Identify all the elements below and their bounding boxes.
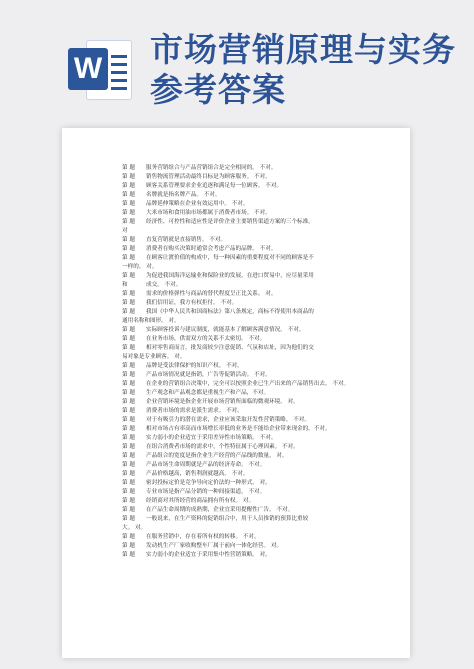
question-number: 和 xyxy=(122,282,128,288)
question-number: 第 题 xyxy=(122,273,135,279)
answer-text: 经销商对其所经营的商品拥有所有权。 对。 xyxy=(146,498,255,504)
document-header xyxy=(0,0,474,120)
answer-row xyxy=(122,488,390,497)
answer-row xyxy=(122,290,390,299)
answer-row xyxy=(122,425,390,434)
answer-row xyxy=(122,191,390,200)
answer-row xyxy=(122,371,390,380)
answer-row xyxy=(122,245,390,254)
answer-row xyxy=(122,506,390,515)
answer-text: 我国《中华人民共和国商标法》第八条规定，商标不得使用本商品的 xyxy=(146,309,314,315)
answer-row xyxy=(122,470,390,479)
answer-text xyxy=(128,227,390,236)
question-number: 大。 对。 xyxy=(122,525,147,531)
answer-row xyxy=(122,452,390,461)
answer-row xyxy=(122,272,390,281)
question-number: 第 题 xyxy=(122,300,135,306)
answer-row xyxy=(122,479,390,488)
question-number: 第 题 xyxy=(122,345,135,351)
answer-text xyxy=(180,317,390,326)
answer-text: 产品价格越高，销售利润就越高。 不对。 xyxy=(146,471,249,477)
question-number: 第 题 xyxy=(122,255,135,261)
answer-text: 我们信用证，我方有权拒付。 不对。 xyxy=(146,300,238,306)
answer-row xyxy=(122,497,390,506)
answer-row xyxy=(122,164,390,173)
answer-text: 发动机生产厂家收购整车厂属于前向一体化经营。 对。 xyxy=(146,543,283,549)
question-number: 第 题 xyxy=(122,165,135,171)
answer-text: 密封投标定价是竞争导向定价法的一种形式。 对。 xyxy=(146,480,271,486)
question-number: 第 题 xyxy=(122,534,135,540)
question-number: 第 题 xyxy=(122,543,135,549)
answer-text: 销售物流管理活动最终目标是为顾客服务。 不对。 xyxy=(146,174,271,180)
question-number: 第 题 xyxy=(122,426,135,432)
question-number: 第 题 xyxy=(122,210,135,216)
answer-row xyxy=(122,362,390,371)
question-number: 第 题 xyxy=(122,183,135,189)
answer-text: 品牌是受法律保护的知识产权。 不对。 xyxy=(146,363,243,369)
answer-row xyxy=(122,344,390,353)
question-number: 第 题 xyxy=(122,408,135,414)
answer-row xyxy=(122,317,390,326)
question-number: 第 题 xyxy=(122,390,135,396)
question-number: 第 题 xyxy=(122,381,135,387)
answer-text: 一般说来，在生产资料的促销组合中，用于人员推销的预算比重较 xyxy=(146,516,309,522)
question-number: 第 题 xyxy=(122,192,135,198)
answer-row xyxy=(122,515,390,524)
question-number: 第 题 xyxy=(122,246,135,252)
answer-text: 经济性、可控性和适应性是评价企业主要销售渠道方案的三个标准。 xyxy=(146,219,314,225)
answer-text: 品牌延伸策略在企业有效运用中。 不对。 xyxy=(146,201,249,207)
answer-row xyxy=(122,434,390,443)
answer-row xyxy=(122,173,390,182)
answer-row xyxy=(122,200,390,209)
word-document-icon xyxy=(66,36,134,104)
answer-row xyxy=(122,551,390,560)
question-number: 第 题 xyxy=(122,309,135,315)
answer-row xyxy=(122,335,390,344)
answer-text: 服务营销组合与产品营销组合是完全相同的。 不对。 xyxy=(146,165,277,171)
answer-text: 在顾客让渡价值的构成中，每一种因素的重要程度对不同的顾客是不 xyxy=(146,255,314,261)
answer-row xyxy=(122,461,390,470)
answer-text: 在服务营销中，存在着所有权的转移。 不对。 xyxy=(146,534,260,540)
question-number: 第 题 xyxy=(122,174,135,180)
question-number: 第 题 xyxy=(122,237,135,243)
answer-text: 成交。 不对。 xyxy=(146,282,182,288)
answer-row xyxy=(122,533,390,542)
question-number: 第 题 xyxy=(122,444,135,450)
answer-text: 在业务市场，供需双方的关系不太密切。 不对。 xyxy=(146,336,266,342)
answer-text: 实际顾客投诉与建议制度，就能基本了解顾客满意情况。 不对。 xyxy=(146,327,305,333)
answer-text: 需求的价格弹性与商品的替代程度呈正比关系。 对。 xyxy=(146,291,277,297)
answer-row xyxy=(122,254,390,263)
answer-text: 相对市场占有率高而市场增长率低的业务是不能给企业带来现金的。不对。 xyxy=(146,426,331,432)
answer-row xyxy=(122,299,390,308)
answer-row xyxy=(122,236,390,245)
answer-text: 顾客关系管理要求企业追逐和满足每一位顾客。 不对。 xyxy=(146,183,283,189)
answer-text: 产品市场生命周期就是产品的经济寿命。 不对。 xyxy=(146,462,266,468)
word-letter-badge: W xyxy=(68,48,108,90)
question-number: 第 题 xyxy=(122,372,135,378)
answer-row xyxy=(122,416,390,425)
answer-text: 实力弱小的企业适宜于采用差异性市场策略。 不对。 xyxy=(146,435,277,441)
answer-list xyxy=(122,164,390,560)
answer-row xyxy=(122,524,390,533)
question-number: 第 题 xyxy=(122,201,135,207)
question-number: 第 题 xyxy=(122,291,135,297)
answer-text: 在产品生命周期的成熟期，企业宜采用提醒性广告。 不对。 xyxy=(146,507,294,513)
answer-row xyxy=(122,398,390,407)
answer-text: 消费者市场的需求是派生需求。 不对。 xyxy=(146,408,243,414)
answer-row xyxy=(122,308,390,317)
answer-row xyxy=(122,389,390,398)
answer-text: 直复营销就是直接销售。 不对。 xyxy=(146,237,227,243)
document-page xyxy=(62,128,410,658)
answer-row xyxy=(122,209,390,218)
question-number: 第 题 xyxy=(122,417,135,423)
answer-text: 在企业的营销组合决策中，完全可以按照企业已生产出来的产品销售出去。 不对。 xyxy=(146,381,350,387)
answer-text xyxy=(146,524,390,533)
answer-text: 生产观念和产品观念都是重视生产和产品，不对。 xyxy=(146,390,270,396)
answer-text: 产品组合的宽度是指企业生产经营的产品线的数量。 对。 xyxy=(146,453,288,459)
question-number: 第 题 xyxy=(122,489,135,495)
answer-row xyxy=(122,353,390,362)
page-title: 市场营销原理与实务参考答案 xyxy=(150,30,456,109)
question-number: 第 题 xyxy=(122,462,135,468)
answer-text: 消费者在购买决策时通常会考虑产品的品牌。 不对。 xyxy=(146,246,277,252)
answer-text: 为促进我国海洋运输业和保险业的发展，在进口贸易中，应尽量采用 xyxy=(146,273,314,279)
answer-row xyxy=(122,407,390,416)
answer-text: 实力弱小的企业适宜于采用集中性营销策略。 对。 xyxy=(146,552,271,558)
answer-text xyxy=(157,263,390,272)
question-number: 第 题 xyxy=(122,516,135,522)
answer-row xyxy=(122,182,390,191)
answer-row xyxy=(122,443,390,452)
answer-text: 专业市场是指产品分销的一种间接渠道。 不对。 xyxy=(146,489,266,495)
answer-row xyxy=(122,263,390,272)
question-number: 第 题 xyxy=(122,336,135,342)
answer-row xyxy=(122,326,390,335)
answer-text: 产品市场情况就是指销，广告等促销活动。 不对。 xyxy=(146,372,271,378)
answer-text: 企业营销环境是指企业开展市场营销所面临的微观环境。 对。 xyxy=(146,399,299,405)
answer-text: 大米市场和食用油市场都属于消费者市场。 不对。 xyxy=(146,210,271,216)
answer-text: 名牌就是指名牌产品。 不对。 xyxy=(146,192,221,198)
question-number: 第 题 xyxy=(122,498,135,504)
question-number: 一样的。 对。 xyxy=(122,264,158,270)
question-number: 第 题 xyxy=(122,435,135,441)
question-number: 通用名称和图形。 对。 xyxy=(122,318,180,324)
answer-row xyxy=(122,218,390,227)
answer-row xyxy=(122,542,390,551)
answer-row xyxy=(122,281,390,290)
answer-row xyxy=(122,227,390,236)
answer-text: 在组合消费者市场的需求中，个性特征属于心理因素。 不对。 xyxy=(146,444,299,450)
answer-text: 对于有吸引力的潜在需求，企业应该采取开发性营销策略。 不对。 xyxy=(146,417,310,423)
question-number: 第 题 xyxy=(122,219,135,225)
question-number: 第 题 xyxy=(122,552,135,558)
answer-text: 相对零售商而言，批发商较少注意促销、气氛和店址，因为他们的交 xyxy=(146,345,314,351)
question-number: 第 题 xyxy=(122,453,135,459)
answer-text xyxy=(185,353,390,362)
question-number: 对 xyxy=(122,228,128,234)
question-number: 易对象是专业顾客。 对。 xyxy=(122,354,186,360)
answer-row xyxy=(122,380,390,389)
question-number: 第 题 xyxy=(122,507,135,513)
question-number: 第 题 xyxy=(122,399,135,405)
question-number: 第 题 xyxy=(122,327,135,333)
question-number: 第 题 xyxy=(122,480,135,486)
question-number: 第 题 xyxy=(122,363,135,369)
question-number: 第 题 xyxy=(122,471,135,477)
